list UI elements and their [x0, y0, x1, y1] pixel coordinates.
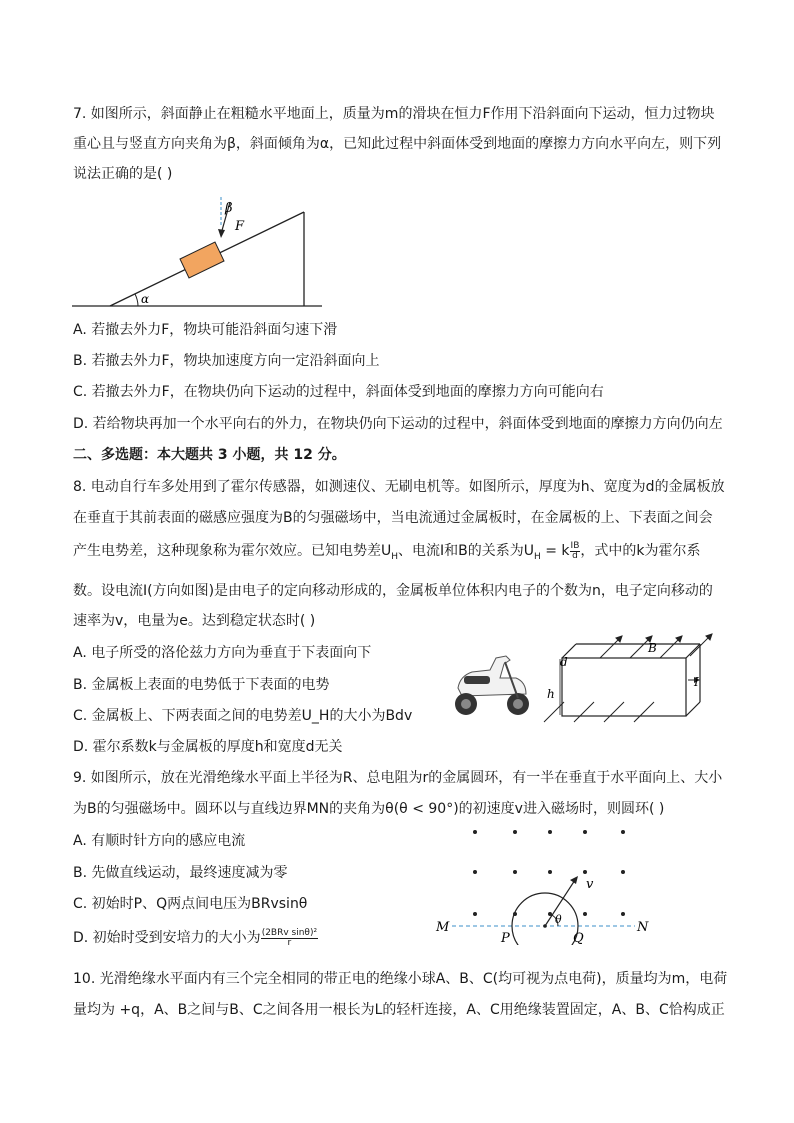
q8-option-a: A. 电子所受的洛伦兹力方向为垂直于下表面向下 — [73, 645, 372, 661]
metal-ring — [512, 893, 578, 945]
q8-line-3: 产生电势差，这种现象称为霍尔效应。已知电势差$U_H$、电流I和B的关系为$U_H = k$ $\frac{IB}{d}$ ，式中的k为霍尔系 — [73, 540, 701, 562]
alpha-arc — [135, 294, 138, 306]
q9-option-a: A. 有顺时针方向的感应电流 — [73, 833, 246, 849]
q7-line-2: 重心且与竖直方向夹角为β，斜面倾角为α，已知此过程中斜面体受到地面的摩擦力方向水平向左，则下列 — [73, 136, 722, 152]
q8-option-b: B. 金属板上表面的电势低于下表面的电势 — [73, 677, 330, 693]
hall-plate-figure — [540, 632, 720, 724]
q8-option-c: C. 金属板上、下两表面之间的电势差U_H的大小为Bdv — [73, 708, 413, 724]
label-d: d — [560, 655, 568, 669]
hall-fraction: $\frac{IB}{d}$ — [570, 540, 580, 561]
plate-front — [562, 658, 686, 716]
q7-line-3: 说法正确的是( ) — [73, 166, 173, 182]
q8-line-5: 速率为v，电量为e。达到稳定状态时( ) — [73, 613, 316, 629]
label-n: N — [637, 920, 649, 935]
block — [180, 242, 224, 278]
q7-option-b: B. 若撤去外力F，物块加速度方向一定沿斜面向上 — [73, 353, 380, 369]
q8-line-1: 8. 电动自行车多处用到了霍尔传感器，如测速仪、无刷电机等。如图所示，厚度为h、宽度为d的金属板放 — [73, 479, 725, 495]
label-p: P — [501, 931, 510, 945]
q8-option-d: D. 霍尔系数k与金属板的厚度h和宽度d无关 — [73, 739, 343, 755]
q7-option-a: A. 若撤去外力F，物块可能沿斜面匀速下滑 — [73, 322, 338, 338]
label-q: Q — [573, 931, 584, 945]
label-i: I — [694, 675, 699, 689]
alpha-label: α — [141, 292, 150, 306]
incline-figure — [70, 196, 330, 311]
label-theta: θ — [555, 913, 562, 926]
q8-line-2: 在垂直于其前表面的磁感应强度为B的匀强磁场中，当电流通过金属板时，在金属板的上、下表面之间会 — [73, 510, 713, 526]
ring-figure — [430, 820, 660, 945]
force-label: F — [235, 219, 245, 234]
q9-line-1: 9. 如图所示，放在光滑绝缘水平面上半径为R、总电阻为r的金属圆环，有一半在垂直于水平面向上、大小 — [73, 770, 723, 786]
q9-line-2: 为B的匀强磁场中。圆环以与直线边界MN的夹角为θ(θ < 90°)的初速度v进入磁场时，则圆环( ) — [73, 801, 665, 817]
field-dots — [473, 830, 625, 916]
q7-option-c: C. 若撤去外力F，在物块仍向下运动的过程中，斜面体受到地面的摩擦力方向可能向右 — [73, 384, 604, 400]
q10-line-2: 量均为 +q，A、B之间与B、C之间各用一根长为L的轻杆连接，A、C用绝缘装置固定，A、B、C恰构成正 — [73, 1002, 725, 1018]
magnetic-field-lines — [544, 634, 712, 722]
force-arrowhead — [218, 229, 225, 238]
q7-line-1: 7. 如图所示，斜面静止在粗糙水平地面上，质量为m的滑块在恒力F作用下沿斜面向下运动，恒力过物块 — [73, 106, 715, 122]
ampere-force-fraction: $\frac{\text{(2BRv sinθ)²}}{r}$ — [261, 927, 318, 948]
label-b: B — [648, 641, 657, 655]
q9-option-d: D. 初始时受到安培力的大小为 $\frac{\text{(2BRv sinθ)²}}{r}$ — [73, 927, 318, 948]
label-v: v — [586, 877, 594, 892]
q8-line-4: 数。设电流I(方向如图)是由电子的定向移动形成的，金属板单位体积内电子的个数为n，电子定向移动的 — [73, 583, 713, 599]
section-heading: 二、多选题：本大题共 3 小题，共 12 分。 — [73, 447, 346, 463]
q7-option-d: D. 若给物块再加一个水平向右的外力，在物块仍向下运动的过程中，斜面体受到地面的摩擦力方向仍向左 — [73, 416, 723, 432]
q10-line-1: 10. 光滑绝缘水平面内有三个完全相同的带正电的绝缘小球A、B、C(均可视为点电荷)，质量均为m，电荷 — [73, 971, 728, 987]
q9-option-b: B. 先做直线运动，最终速度减为零 — [73, 865, 288, 881]
scooter-image — [450, 648, 535, 720]
label-h: h — [547, 687, 555, 701]
q9-option-c: C. 初始时P、Q两点间电压为BRvsinθ — [73, 896, 308, 912]
beta-label: β — [225, 201, 233, 216]
label-m: M — [436, 920, 450, 935]
